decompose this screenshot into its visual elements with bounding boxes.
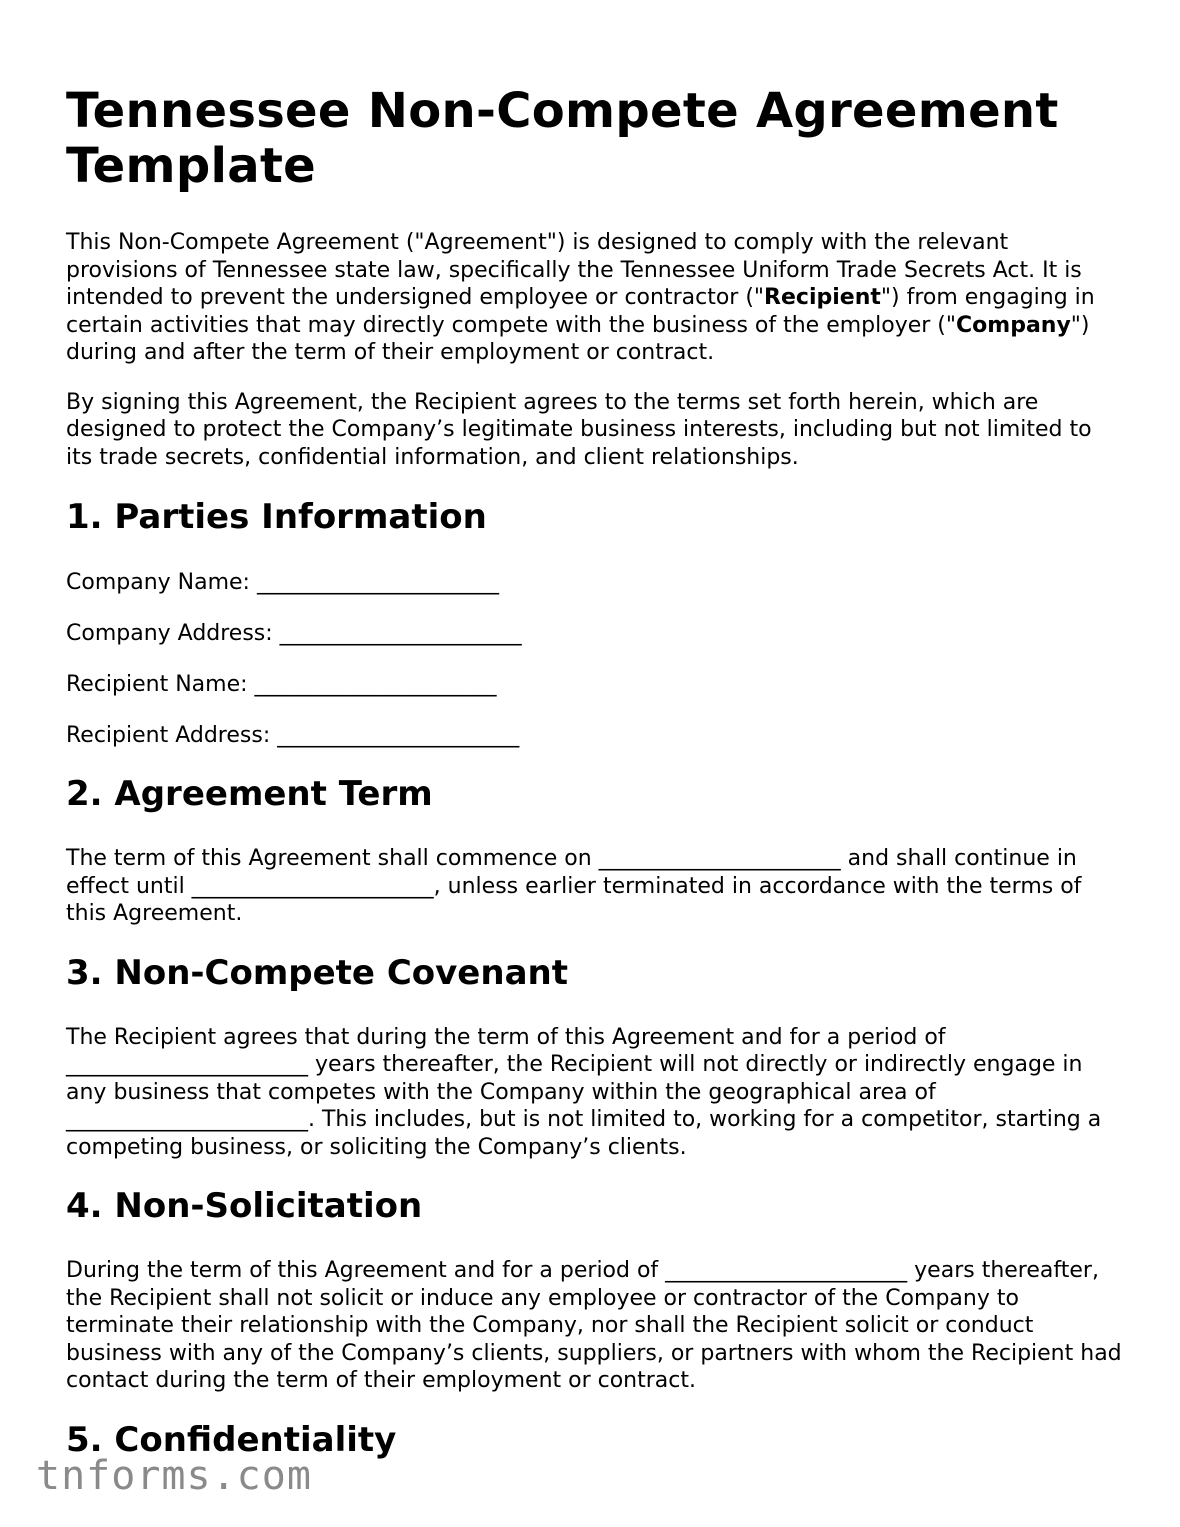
intro-text-b: ") from engaging in certain activities that may directly compete with the business of the employer (" [66,285,1095,338]
section-heading-nonsolicitation: 4. Non-Solicitation [66,1186,423,1226]
section-heading-parties: 1. Parties Information [66,497,487,537]
company-term: Company [956,312,1071,338]
section-heading-confidentiality: 5. Confidentiality [66,1419,397,1460]
intro-text-c: ") during and after the term of their employment or contract. [66,312,1090,365]
section-heading-term: 2. Agreement Term [66,774,433,814]
intro-text-a: This Non-Compete Agreement ("Agreement") is designed to comply with the relevant provisions of Tennessee state law, specifically the Tennessee Uniform Trade Secrets Act. It is intended to prevent the undersigned employee or contractor (" [66,230,1082,310]
document-page [66,84,1122,1462]
recipient-term: Recipient [764,285,881,310]
term-paragraph: The term of this Agreement shall commence on ______________________ and shall continue in effect until ______________________, unless earlier terminated in accordance with the terms of this Agreement. [66,846,1082,926]
company-name-field[interactable]: Company Name: ______________________ [66,570,499,595]
intro-paragraph-1 [66,229,1122,367]
recipient-name-field[interactable]: Recipient Name: ______________________ [66,672,497,697]
covenant-paragraph: The Recipient agrees that during the term of this Agreement and for a period of ______________________ years thereafter, the Recipient will not directly or indirectly engage in any business that competes with the Company within the geographical area of ______________________. This includes, but is not limited to, working for a competitor, starting a competing business, or soliciting the Company’s clients. [66,1024,1102,1160]
recipient-address-field[interactable]: Recipient Address: ______________________ [66,723,520,748]
company-address-field[interactable]: Company Address: ______________________ [66,621,522,646]
section-heading-covenant: 3. Non-Compete Covenant [66,952,568,993]
document-title: Tennessee Non-Compete Agreement Template [66,83,1059,194]
watermark-logo: tnforms.com [36,1453,312,1499]
intro-paragraph-2: By signing this Agreement, the Recipient agrees to the terms set forth herein, which are designed to protect the Company’s legitimate business interests, including but not limited to its trade secrets, confidential information, and client relationships. [66,389,1092,470]
nonsolicitation-paragraph: During the term of this Agreement and for a period of ______________________ years thereafter, the Recipient shall not solicit or induce any employee or contractor of the Company to terminate their relationship with the Company, nor shall the Recipient solicit or conduct business with any of the Company’s clients, suppliers, or partners with whom the Recipient had contact during the term of their employment or contract. [66,1258,1122,1393]
